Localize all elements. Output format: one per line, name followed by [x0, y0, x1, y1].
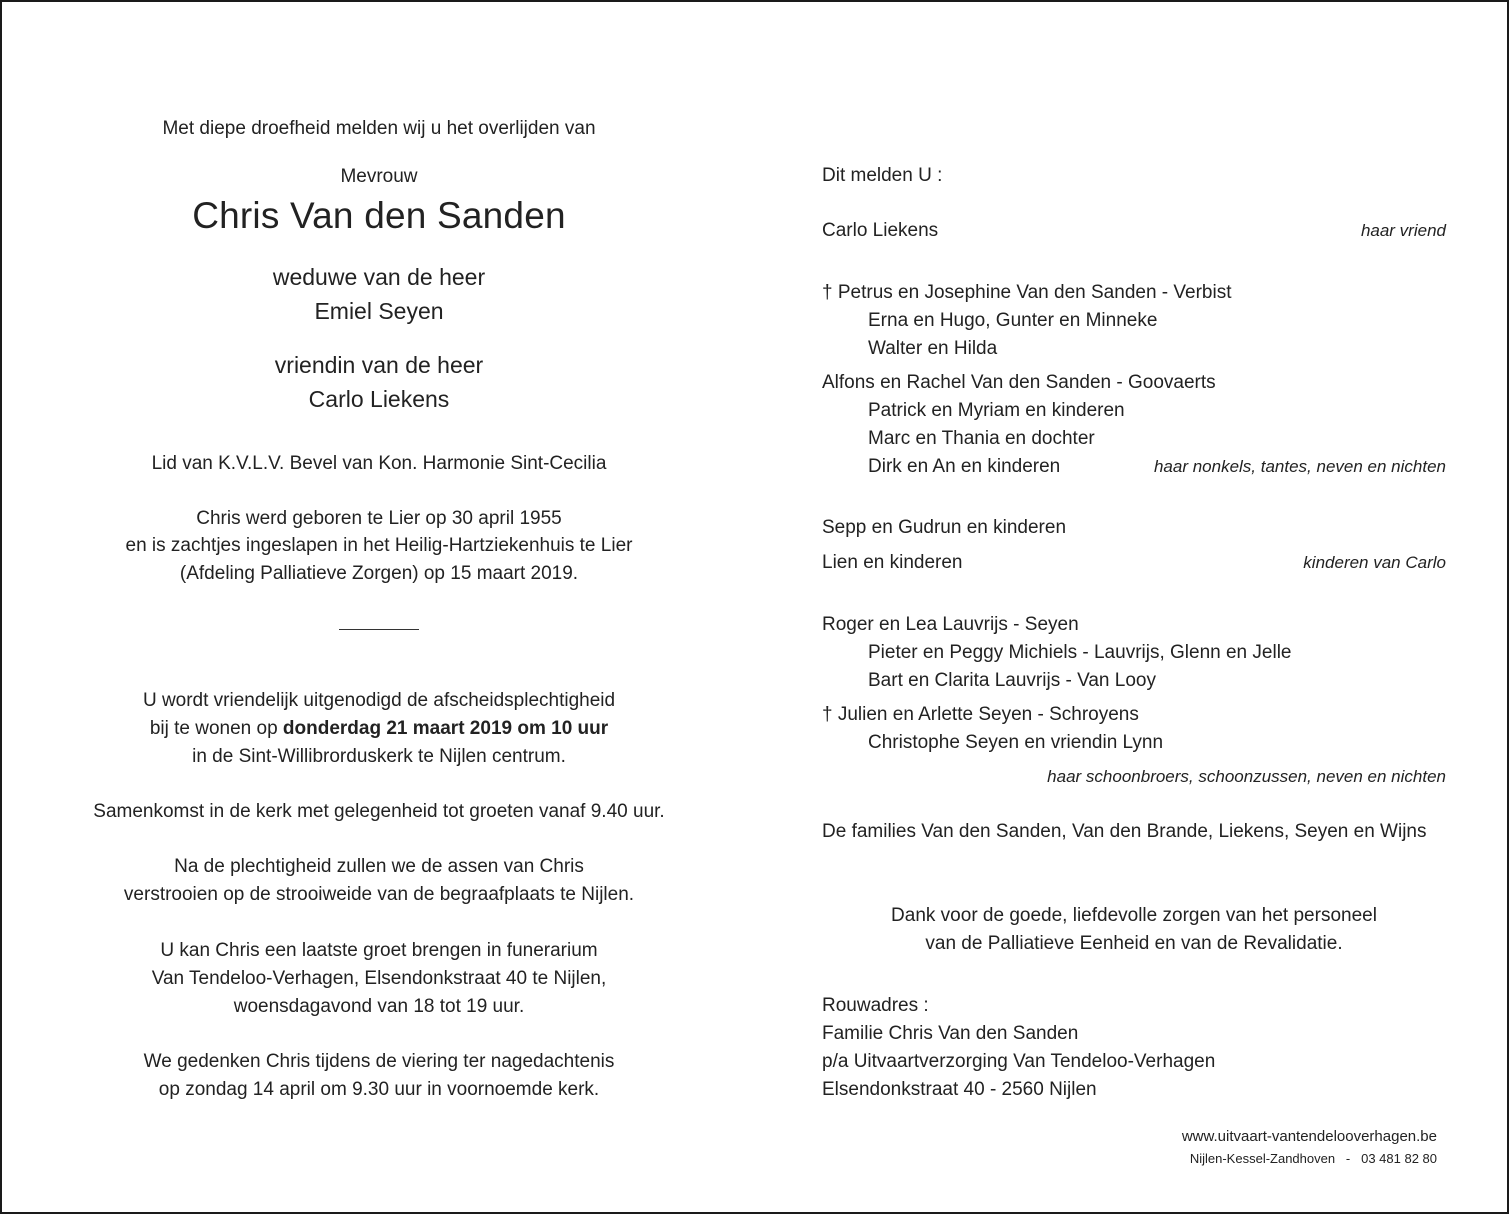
mourners-header: Dit melden U :	[822, 165, 943, 186]
invite-line: U wordt vriendelijk uitgenodigd de afscheidsplechtigheid	[142, 690, 616, 711]
family-member: Lien en kinderen	[822, 552, 963, 573]
friend-line: vriendin van de heer	[274, 352, 484, 378]
address-line: p/a Uitvaartverzorging Van Tendeloo-Verhagen	[822, 1051, 1216, 1072]
widow-line: weduwe van de heer	[272, 264, 486, 290]
memorial-line: We gedenken Chris tijdens de viering ter nagedachtenis	[143, 1051, 615, 1072]
friend-name: Carlo Liekens	[308, 386, 450, 412]
intro-text: Met diepe droefheid melden wij u het overlijden van	[162, 118, 596, 139]
family-member: Alfons en Rachel Van den Sanden - Goovaerts	[822, 372, 1216, 393]
family-member: Roger en Lea Lauvrijs - Seyen	[822, 614, 1079, 635]
invite-prefix: bij te wonen op	[149, 718, 283, 739]
membership-text: Lid van K.V.L.V. Bevel van Kon. Harmonie Sint-Cecilia	[151, 453, 607, 474]
family-member: Sepp en Gudrun en kinderen	[822, 517, 1067, 538]
ashes-line: Na de plechtigheid zullen we de assen van Chris	[174, 856, 584, 877]
relation-label: haar vriend	[1360, 221, 1446, 240]
divider	[339, 629, 419, 630]
thanks-line: van de Palliatieve Eenheid en van de Revalidatie.	[925, 933, 1343, 954]
bio-line: Chris werd geboren te Lier op 30 april 1955	[196, 508, 562, 529]
family-member: Bart en Clarita Lauvrijs - Van Looy	[868, 670, 1156, 691]
footer-locations: Nijlen-Kessel-Zandhoven - 03 481 82 80	[1189, 1151, 1437, 1166]
website-link[interactable]: www.uitvaart-vantendelooverhagen.be	[1181, 1128, 1437, 1145]
invite-line: in de Sint-Willibrorduskerk te Nijlen centrum.	[192, 746, 566, 767]
relation-label: kinderen van Carlo	[1303, 553, 1446, 572]
funerarium-line: U kan Chris een laatste groet brengen in funerarium	[160, 940, 598, 961]
relation-label: haar nonkels, tantes, neven en nichten	[1153, 457, 1446, 476]
family-member: Pieter en Peggy Michiels - Lauvrijs, Glenn en Jelle	[868, 642, 1292, 663]
widow-name: Emiel Seyen	[314, 298, 444, 324]
family-member: Walter en Hilda	[868, 338, 998, 359]
family-member: Marc en Thania en dochter	[868, 428, 1095, 449]
relation-label: haar schoonbroers, schoonzussen, neven en nichten	[1047, 767, 1446, 786]
address-line: Elsendonkstraat 40 - 2560 Nijlen	[822, 1079, 1097, 1100]
address-label: Rouwadres :	[822, 995, 929, 1016]
ashes-line: verstrooien op de strooiweide van de begraafplaats te Nijlen.	[123, 884, 635, 905]
bio-line: (Afdeling Palliatieve Zorgen) op 15 maart 2019.	[179, 563, 579, 584]
deceased-name: Chris Van den Sanden	[192, 195, 566, 236]
salutation: Mevrouw	[340, 166, 418, 187]
gathering-text: Samenkomst in de kerk met gelegenheid tot groeten vanaf 9.40 uur.	[93, 801, 665, 822]
family-member: † Petrus en Josephine Van den Sanden - Verbist	[822, 282, 1232, 303]
family-member: Christophe Seyen en vriendin Lynn	[868, 732, 1164, 753]
family-member: Erna en Hugo, Gunter en Minneke	[868, 310, 1158, 331]
family-member: † Julien en Arlette Seyen - Schroyens	[822, 704, 1139, 725]
family-member: Dirk en An en kinderen	[868, 456, 1061, 477]
memorial-line: op zondag 14 april om 9.30 uur in voornoemde kerk.	[158, 1079, 600, 1100]
family-member: Patrick en Myriam en kinderen	[868, 400, 1125, 421]
thanks-line: Dank voor de goede, liefdevolle zorgen van het personeel	[891, 905, 1377, 926]
bio-line: en is zachtjes ingeslapen in het Heilig-Hartziekenhuis te Lier	[125, 535, 633, 556]
families-line: De families Van den Sanden, Van den Brande, Liekens, Seyen en Wijns	[822, 821, 1427, 842]
family-member: Carlo Liekens	[822, 220, 939, 241]
funerarium-line: Van Tendeloo-Verhagen, Elsendonkstraat 40 te Nijlen,	[151, 968, 607, 989]
ceremony-date: donderdag 21 maart 2019 om 10 uur	[282, 718, 609, 739]
address-line: Familie Chris Van den Sanden	[822, 1023, 1079, 1044]
funerarium-line: woensdagavond van 18 tot 19 uur.	[233, 996, 525, 1017]
invite-line	[72, 717, 686, 741]
